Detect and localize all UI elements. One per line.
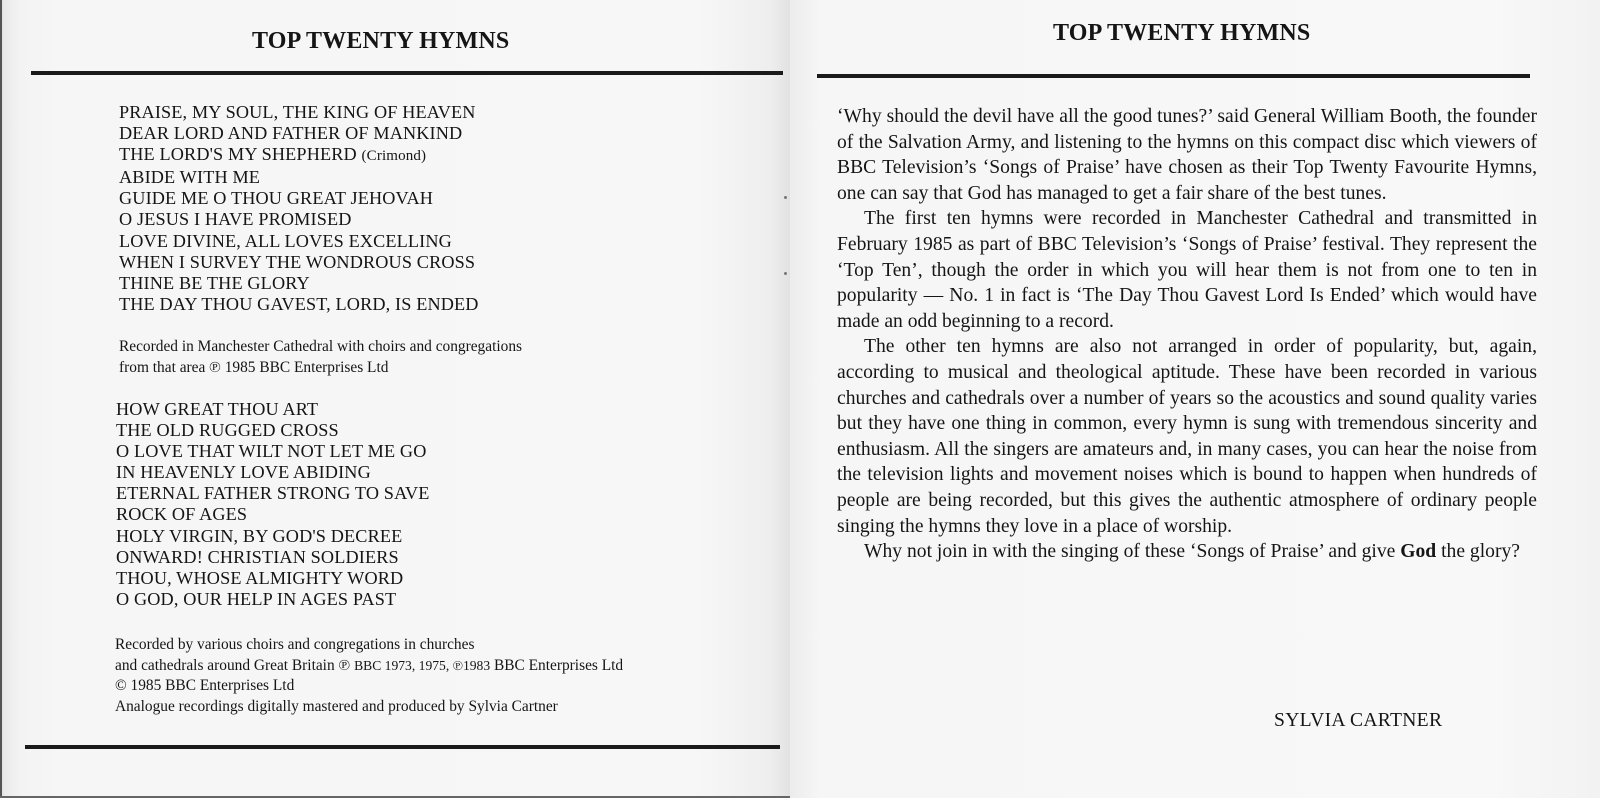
hymn-tune-note: (Crimond) <box>361 148 427 165</box>
author-signature: SYLVIA CARTNER <box>1274 710 1443 731</box>
credit-years: BBC 1973, 1975, ℗1983 <box>354 657 491 673</box>
hymn-item: ONWARD! CHRISTIAN SOLDIERS <box>116 546 399 567</box>
right-page-title: TOP TWENTY HYMNS <box>1053 20 1311 46</box>
left-page <box>0 0 790 798</box>
essay-paragraph: The first ten hymns were recorded in Manchester Cathedral and transmitted in February 1985 as part of BBC Television’s ‘Songs of Praise’ festival. They represent the ‘Top Ten’, though the order in which you will hear them is not from one to ten in popularity — No. 1 in fact is ‘The Day Thou Gavest Lord Is Ended’ which would have made an odd beginning to a record. <box>837 208 1537 332</box>
hymn-item: THOU, WHOSE ALMIGHTY WORD <box>116 567 404 588</box>
hymn-item <box>119 102 479 123</box>
hymn-title: GUIDE ME O THOU GREAT JEHOVAH <box>119 188 434 209</box>
recording-credit-part-two <box>115 635 623 717</box>
essay-paragraph: The other ten hymns are also not arranged in order of popularity, but, again, according to musical and theological aptitude. These have been recorded in various churches and cathedrals over a number of years so the acoustics and sound quality varies but they have one thing in common, every hymn is sung with tremendous sincerity and enthusiasm. All the singers are amateurs and, in many cases, you can hear the noise from the television lights and movement noises which is bound to happen when hundreds of people are being recorded, but this gives the authentic atmosphere of ordinary people singing the hymns they love in a place of worship. <box>837 336 1537 537</box>
essay-paragraph: ‘Why should the devil have all the good tunes?’ said General William Booth, the founder of the Salvation Army, and listening to the hymns on this compact disc which viewers of BBC Television’s ‘Songs of Praise’ have chosen as their Top Twenty Favourite Hymns, one can say that God has managed to get a fair share of the best tunes. <box>837 106 1537 204</box>
hymn-item <box>119 144 479 167</box>
credit-text: BBC Enterprises Ltd <box>494 656 624 674</box>
credit-line: Recorded by various choirs and congregations in churches <box>115 636 475 653</box>
hymn-item <box>119 231 479 252</box>
left-top-rule <box>31 71 783 75</box>
hymn-item: THE OLD RUGGED CROSS <box>116 420 339 441</box>
hymn-item <box>119 294 479 315</box>
hymn-title: PRAISE, MY SOUL, THE KING OF HEAVEN <box>119 102 476 122</box>
credit-line: © 1985 BBC Enterprises Ltd <box>115 677 295 694</box>
hymn-title: DEAR LORD AND FATHER OF MANKIND <box>119 123 463 144</box>
scan-speck <box>784 272 787 275</box>
hymn-list-part-one <box>119 102 479 315</box>
recording-credit-part-one <box>119 337 522 378</box>
hymn-item <box>119 123 479 144</box>
hymn-item <box>119 209 479 230</box>
credit-line <box>115 656 623 677</box>
hymn-title: LOVE DIVINE, ALL LOVES EXCELLING <box>119 230 452 251</box>
hymn-title: THINE BE THE GLORY <box>119 272 310 293</box>
hymn-list-part-two <box>116 399 430 610</box>
liner-notes-essay <box>837 104 1537 565</box>
credit-line: Analogue recordings digitally mastered and produced by Sylvia Cartner <box>115 697 558 715</box>
scan-speck <box>784 196 787 199</box>
closing-text: the glory? <box>1441 541 1520 563</box>
credit-line: Recorded in Manchester Cathedral with choirs and congregations <box>119 338 523 355</box>
hymn-item: HOW GREAT THOU ART <box>116 399 319 419</box>
closing-emphasis: God <box>1400 541 1437 563</box>
hymn-item: HOLY VIRGIN, BY GOD'S DECREE <box>116 525 403 546</box>
hymn-title: THE DAY THOU GAVEST, LORD, IS ENDED <box>119 293 479 314</box>
left-page-title: TOP TWENTY HYMNS <box>252 28 510 54</box>
hymn-item: IN HEAVENLY LOVE ABIDING <box>116 462 371 483</box>
right-page <box>790 0 1600 798</box>
hymn-item <box>119 252 479 273</box>
hymn-item: ROCK OF AGES <box>116 504 248 525</box>
hymn-item <box>119 188 479 209</box>
credit-line: from that area ℗ 1985 BBC Enterprises Ltd <box>119 358 389 376</box>
hymn-item: O LOVE THAT WILT NOT LET ME GO <box>116 441 427 462</box>
essay-closing-paragraph <box>837 539 1537 565</box>
right-top-rule <box>817 74 1530 78</box>
hymn-item <box>119 273 479 294</box>
hymn-title: WHEN I SURVEY THE WONDROUS CROSS <box>119 251 476 272</box>
hymn-title: O JESUS I HAVE PROMISED <box>119 209 352 230</box>
hymn-item: O GOD, OUR HELP IN AGES PAST <box>116 588 397 609</box>
credit-text: and cathedrals around Great Britain ℗ <box>115 656 351 674</box>
hymn-item: ETERNAL FATHER STRONG TO SAVE <box>116 483 430 504</box>
hymn-title: THE LORD'S MY SHEPHERD <box>119 144 357 165</box>
closing-text: Why not join in with the singing of these ‘Songs of Praise’ and give <box>864 541 1396 563</box>
hymn-item <box>119 167 479 188</box>
hymn-title: ABIDE WITH ME <box>119 167 261 188</box>
left-bottom-rule <box>25 745 780 749</box>
